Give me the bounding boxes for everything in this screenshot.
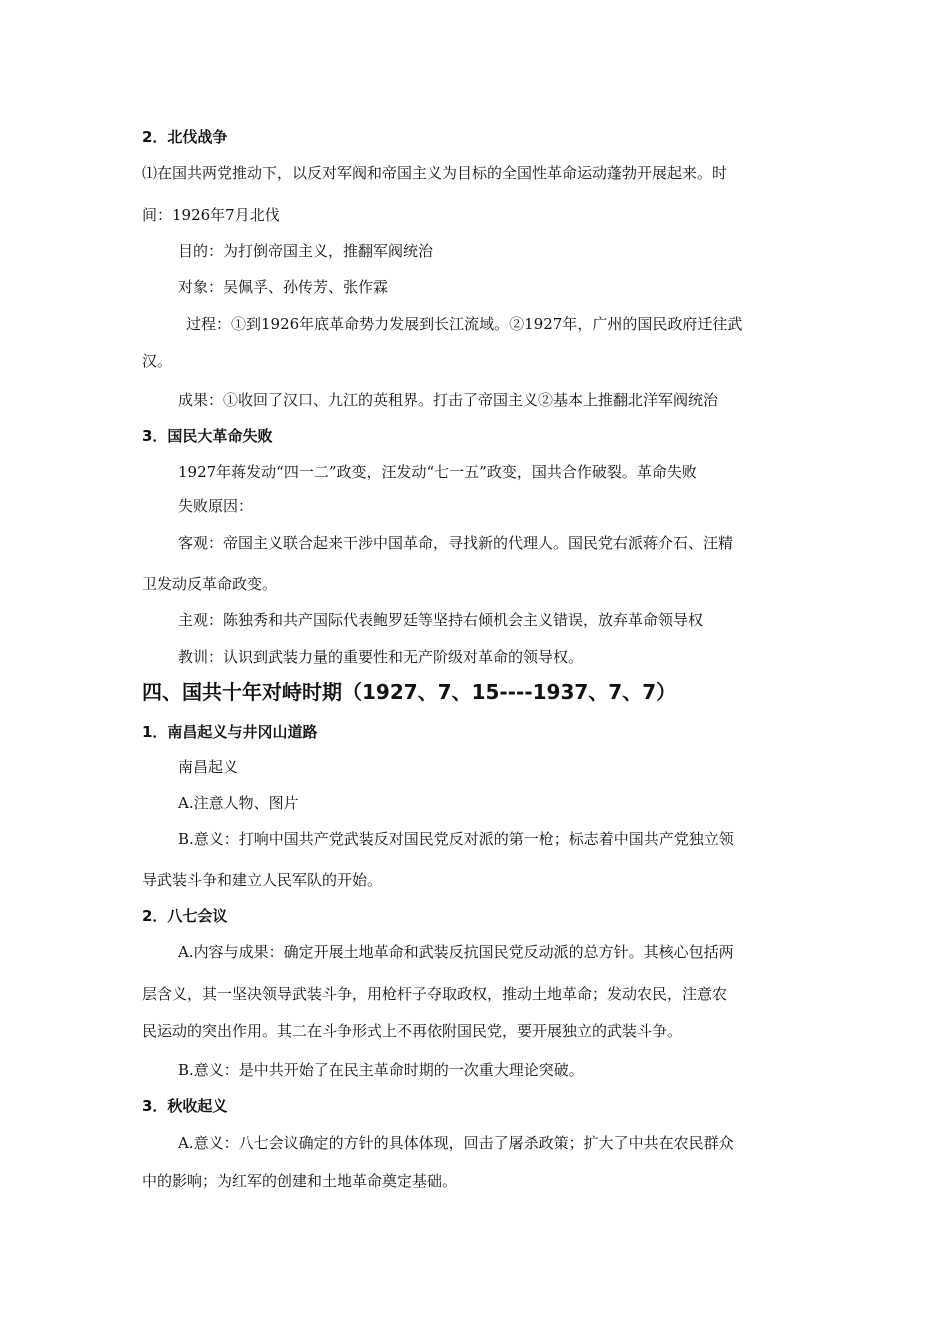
paragraph-line: 对象：吴佩孚、孙传芳、张作霖 [178, 278, 389, 296]
paragraph-line: 客观：帝国主义联合起来干涉中国革命，寻找新的代理人。国民党右派蒋介石、汪精 [178, 534, 734, 552]
paragraph-line: A.意义：八七会议确定的方针的具体体现，回击了屠杀政策；扩大了中共在农民群众 [178, 1134, 734, 1152]
paragraph-line: 教训：认识到武装力量的重要性和无产阶级对革命的领导权。 [178, 648, 584, 666]
paragraph-line: 层含义，其一坚决领导武装斗争，用枪杆子夺取政权，推动土地革命；发动农民，注意农 [142, 985, 728, 1003]
paragraph-line: 导武装斗争和建立人民军队的开始。 [142, 871, 383, 889]
paragraph-line: A.内容与成果：确定开展土地革命和武装反抗国民党反动派的总方针。其核心包括两 [178, 943, 734, 961]
paragraph-line: A.注意人物、图片 [178, 794, 299, 812]
paragraph-line: 南昌起义 [178, 758, 239, 776]
heading-august-seventh-meeting: 2．八七会议 [142, 907, 228, 925]
paragraph-line: 卫发动反革命政变。 [142, 575, 278, 593]
paragraph-line: 失败原因： [178, 497, 254, 515]
heading-northern-expedition: 2．北伐战争 [142, 128, 228, 146]
paragraph-line: B.意义：打响中国共产党武装反对国民党反对派的第一枪；标志着中国共产党独立领 [178, 830, 734, 848]
paragraph-line: 间：1926年7月北伐 [142, 206, 280, 224]
paragraph-line: ⑴在国共两党推动下，以反对军阀和帝国主义为目标的全国性革命运动蓬勃开展起来。时 [142, 164, 728, 182]
paragraph-line: B.意义：是中共开始了在民主革命时期的一次重大理论突破。 [178, 1061, 584, 1079]
paragraph-line: 1927年蒋发动“四一二”政变，汪发动“七一五”政变，国共合作破裂。革命失败 [178, 463, 697, 481]
paragraph-line: 主观：陈独秀和共产国际代表鲍罗廷等坚持右倾机会主义错误，放弃革命领导权 [178, 611, 704, 629]
heading-revolution-failure: 3．国民大革命失败 [142, 427, 273, 445]
heading-nanchang-uprising: 1．南昌起义与井冈山道路 [142, 723, 318, 741]
paragraph-line: 民运动的突出作用。其二在斗争形式上不再依附国民党，要开展独立的武装斗争。 [142, 1022, 683, 1040]
paragraph-line: 中的影响；为红军的创建和土地革命奠定基础。 [142, 1172, 458, 1190]
section-heading-ten-year-confrontation: 四、国共十年对峙时期（1927、7、15----1937、7、7） [142, 680, 677, 704]
heading-autumn-harvest-uprising: 3．秋收起义 [142, 1097, 228, 1115]
paragraph-line: 过程：①到1926年底革命势力发展到长江流域。②1927年，广州的国民政府迁往武 [186, 315, 743, 333]
paragraph-line: 成果：①收回了汉口、九江的英租界。打击了帝国主义②基本上推翻北洋军阀统治 [178, 391, 719, 409]
paragraph-line: 目的：为打倒帝国主义，推翻军阀统治 [178, 242, 434, 260]
paragraph-line: 汉。 [142, 352, 173, 370]
